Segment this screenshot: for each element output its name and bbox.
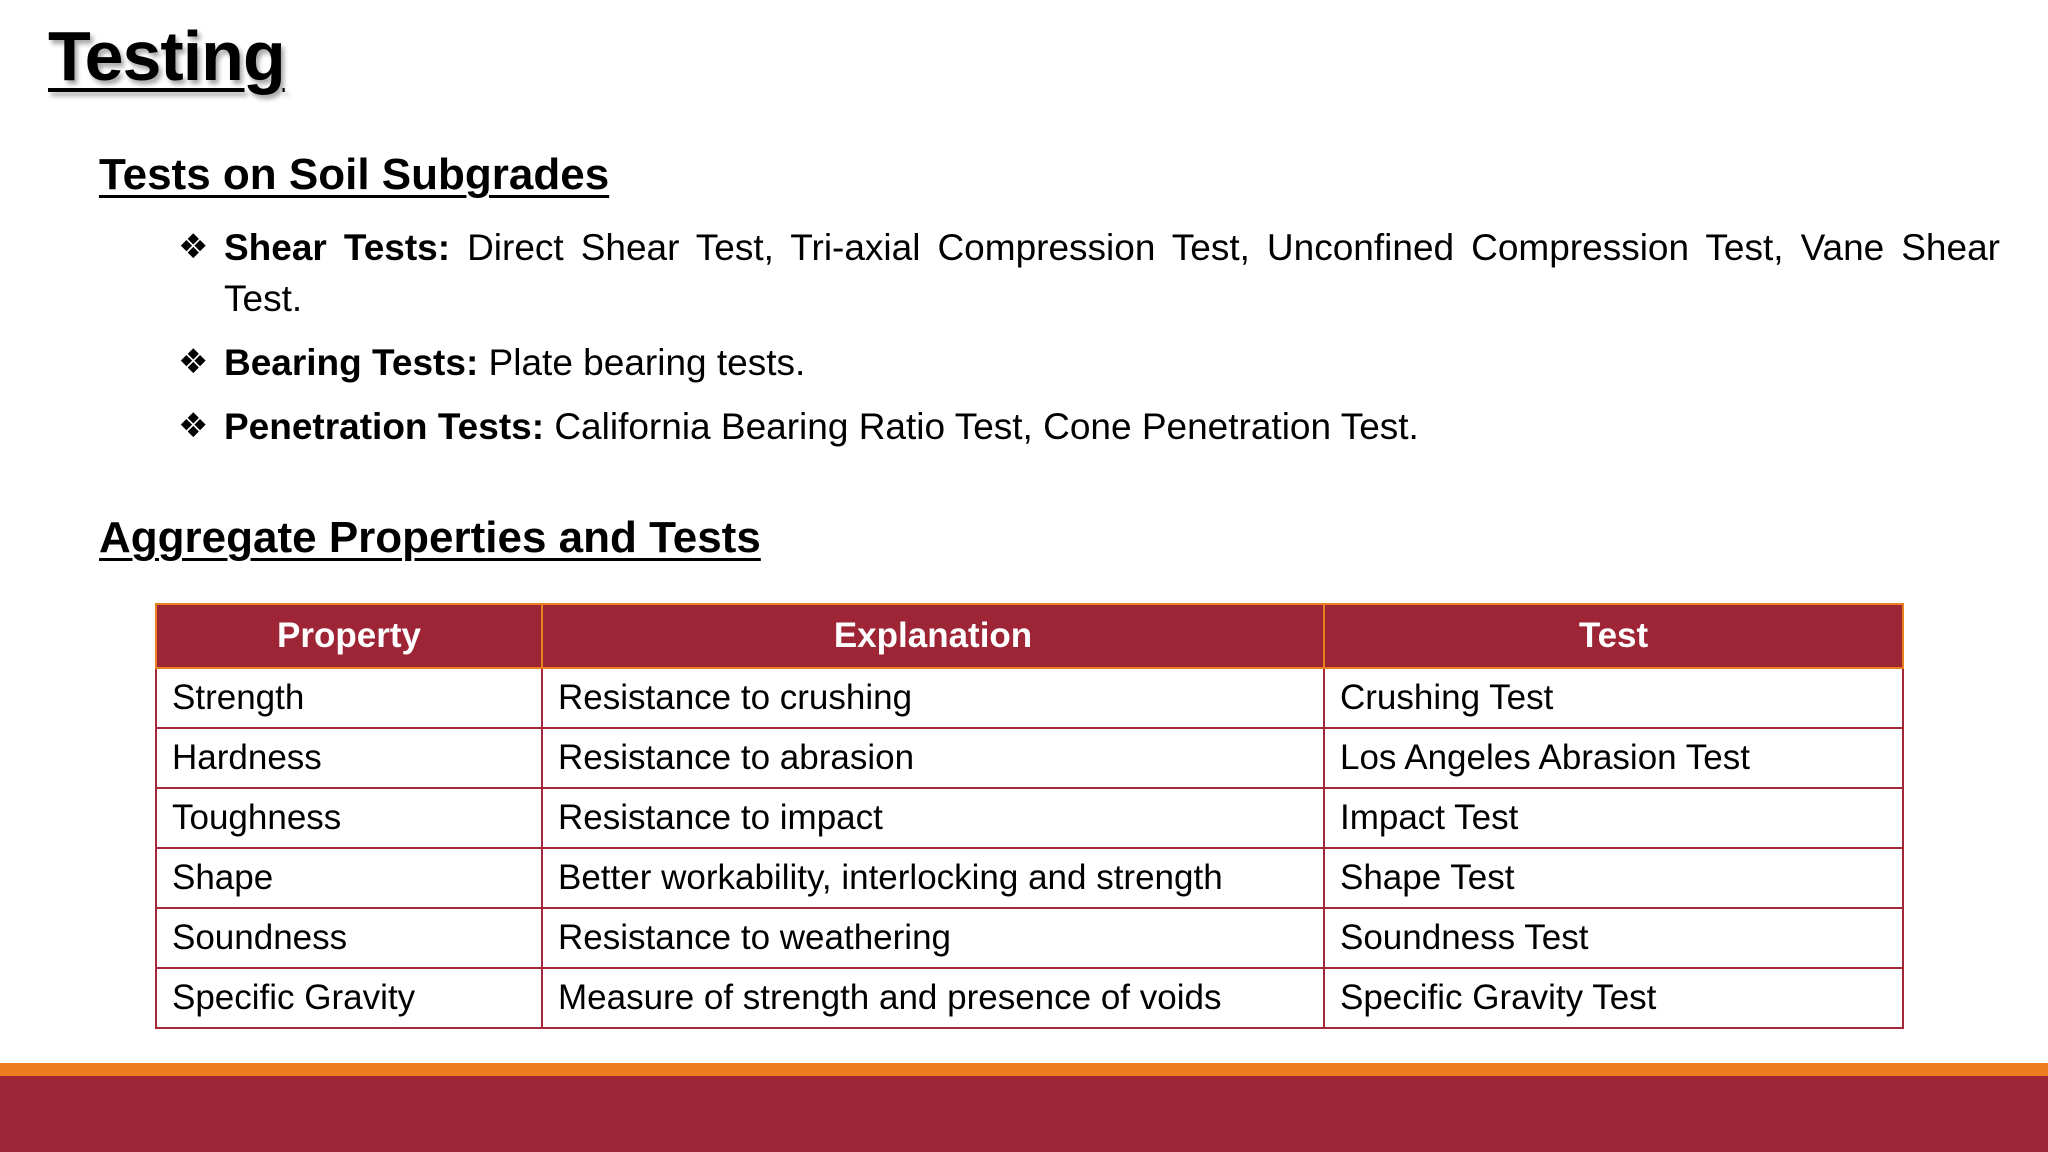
cell-property: Toughness [156, 788, 542, 848]
cell-test: Los Angeles Abrasion Test [1324, 728, 1903, 788]
cell-property: Specific Gravity [156, 968, 542, 1028]
soil-section-heading: Tests on Soil Subgrades [99, 150, 610, 199]
cell-explanation: Resistance to crushing [542, 668, 1324, 728]
cell-test: Shape Test [1324, 848, 1903, 908]
cell-property: Soundness [156, 908, 542, 968]
column-header-test: Test [1324, 604, 1903, 668]
aggregate-properties-table [155, 603, 1904, 1029]
four-diamond-bullet-icon: ❖ [178, 407, 209, 445]
table-row [156, 668, 1903, 728]
cell-explanation: Measure of strength and presence of voids [542, 968, 1324, 1028]
table-header-row [156, 604, 1903, 668]
column-header-property: Property [156, 604, 542, 668]
slide-title: Testing [48, 17, 285, 95]
four-diamond-bullet-icon: ❖ [178, 228, 209, 266]
four-diamond-bullet-icon: ❖ [178, 343, 209, 381]
cell-property: Strength [156, 668, 542, 728]
bullet-bearing-tests [178, 337, 2000, 388]
bullet-penetration-tests [178, 401, 2000, 452]
bullet-label: Shear Tests: [224, 227, 451, 268]
bullet-shear-tests [178, 222, 2000, 324]
cell-explanation: Resistance to impact [542, 788, 1324, 848]
table-row [156, 908, 1903, 968]
footer-accent-stripe [0, 1063, 2048, 1076]
cell-test: Crushing Test [1324, 668, 1903, 728]
footer-bar [0, 1076, 2048, 1152]
cell-explanation: Resistance to weathering [542, 908, 1324, 968]
cell-property: Hardness [156, 728, 542, 788]
cell-explanation: Better workability, interlocking and strength [542, 848, 1324, 908]
aggregate-section-heading: Aggregate Properties and Tests [99, 513, 761, 562]
cell-test: Impact Test [1324, 788, 1903, 848]
cell-test: Specific Gravity Test [1324, 968, 1903, 1028]
bullet-label: Bearing Tests: [224, 342, 479, 383]
table-row [156, 968, 1903, 1028]
bullet-text: California Bearing Ratio Test, Cone Penetration Test. [544, 406, 1419, 447]
bullet-label: Penetration Tests: [224, 406, 545, 447]
cell-explanation: Resistance to abrasion [542, 728, 1324, 788]
cell-property: Shape [156, 848, 542, 908]
table-row [156, 728, 1903, 788]
bullet-text: Plate bearing tests. [478, 342, 806, 383]
table-row [156, 848, 1903, 908]
soil-test-list [178, 222, 2000, 465]
bullet-text: Direct Shear Test, Tri-axial Compression Test, Unconfined Compression Test, Vane Shear Test. [224, 227, 2000, 319]
table-row [156, 788, 1903, 848]
cell-test: Soundness Test [1324, 908, 1903, 968]
column-header-explanation: Explanation [542, 604, 1324, 668]
